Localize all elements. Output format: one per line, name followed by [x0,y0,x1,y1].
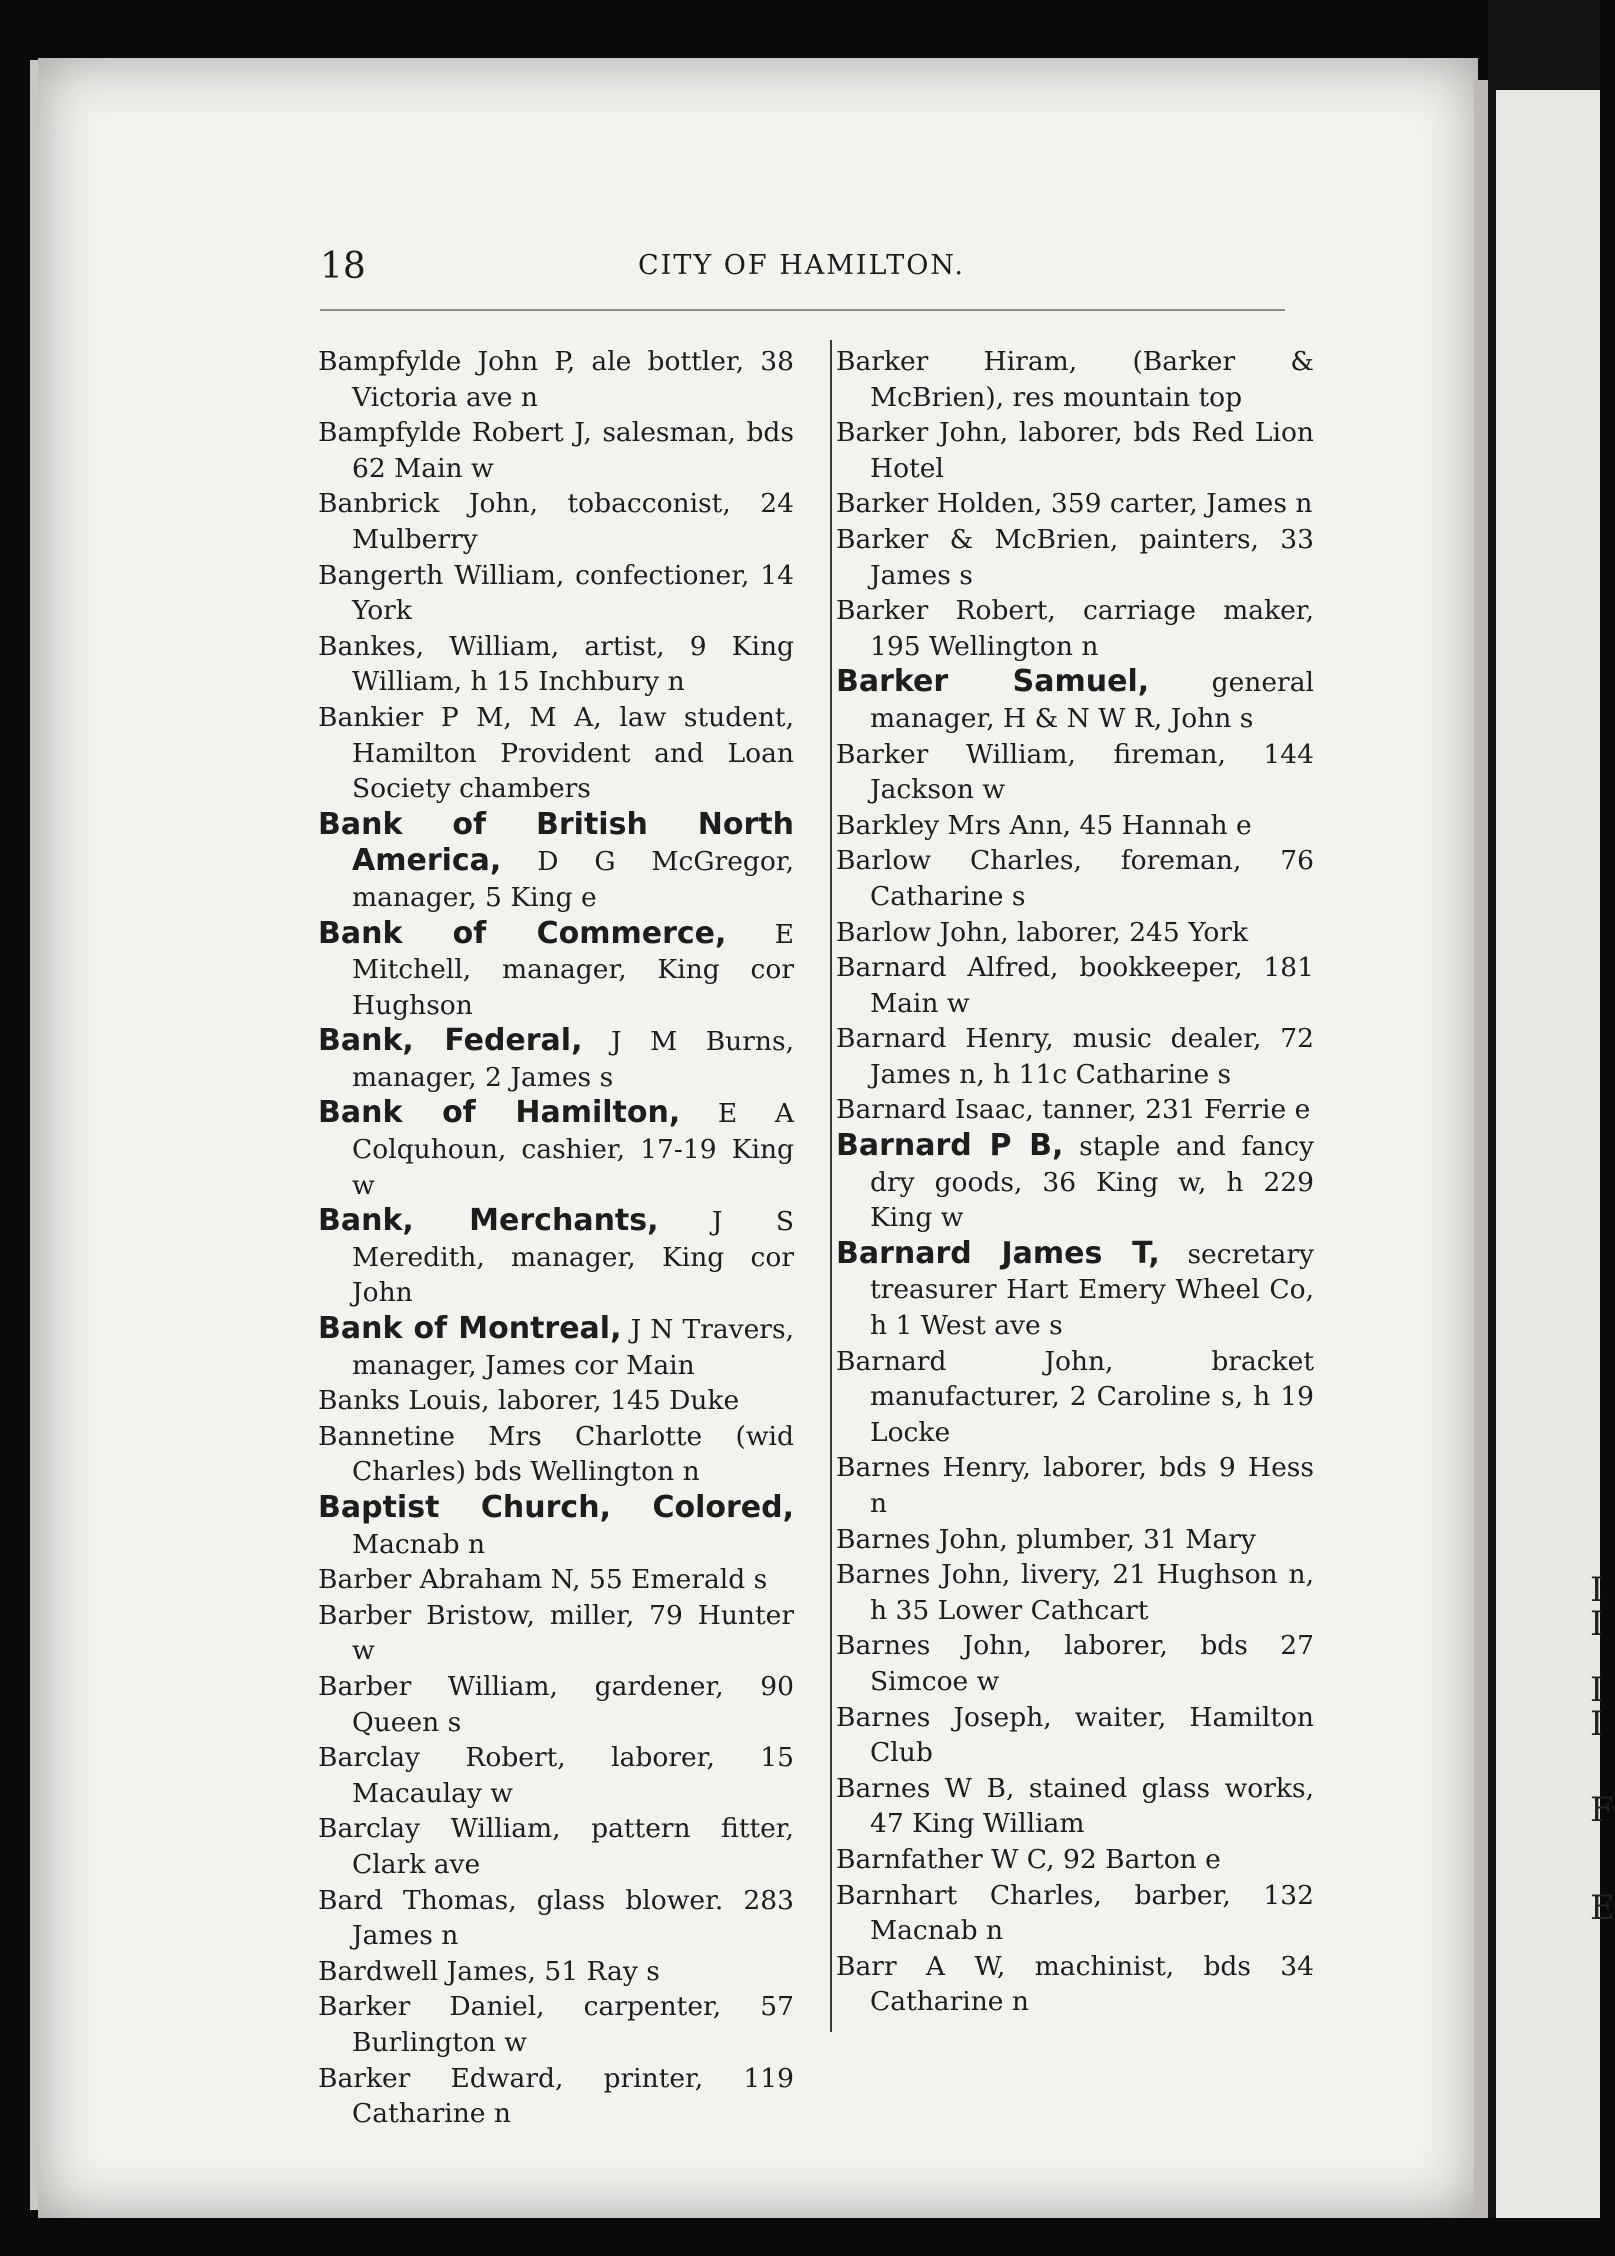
page-number: 18 [320,246,366,287]
entry-details: laborer, 245 York [1008,916,1249,948]
entry-name: Barnard Henry, [836,1023,1054,1055]
entry-name: Baptist Church, Colored, [318,1490,794,1525]
entry-details: pattern fitter, Clark ave [352,1813,794,1880]
entry-name: Barber Bristow, [318,1599,535,1631]
directory-entry [318,629,794,700]
column-divider [830,340,832,2032]
entry-name: Bank of Hamilton, [318,1095,681,1131]
entry-details: 359 carter, James n [1042,488,1313,520]
entry-details: (Barker & McBrien), res mountain top [870,346,1314,413]
facing-page-letter: I [1590,1670,1604,1710]
facing-page-letter: I [1590,1704,1604,1744]
entry-name: Bank of British North America, [318,806,794,879]
entry-name: Barr A W, [836,1950,1006,1982]
entry-name: Barker William, [836,738,1076,770]
directory-entry [836,1344,1314,1451]
entry-details: (wid Charles) bds Wellington n [352,1420,794,1488]
directory-entry [318,1669,794,1740]
directory-entry [318,1419,794,1490]
entry-name: Barnes John, [836,1559,1011,1591]
entry-name: Bankier P M, M A, [318,701,602,733]
directory-entry [836,843,1314,914]
entry-details: laborer, bds Red Lion Hotel [870,417,1314,484]
right-column [836,344,1314,2020]
entry-details: secretary treasurer Hart Emery Wheel Co, h 1 West ave s [870,1238,1314,1342]
entry-name: Barnard John, [836,1345,1114,1377]
entry-details: 51 Ray s [535,1955,660,1987]
directory-entry [318,1383,794,1419]
entry-name: Barnard P B, [836,1128,1064,1164]
entry-details: staple and fancy dry goods, 36 King w, h 229 King w [870,1131,1314,1234]
entry-details: J M Burns, manager, 2 James s [352,1026,794,1093]
entry-details: livery, 21 Hughson n, h 35 Lower Cathcart [870,1559,1314,1626]
entry-details: E A Colquhoun, cashier, 17-19 King w [352,1098,794,1201]
scan-top-border [0,0,1600,58]
directory-entry [318,1989,794,2060]
directory-entry [836,1771,1314,1842]
entry-name: Barnard James T, [836,1235,1160,1271]
entry-details: J N Travers, manager, James cor Main [352,1314,794,1381]
facing-page-letter: F [1590,1790,1614,1830]
entry-name: Barker Daniel, [318,1991,545,2023]
directory-entry [318,486,794,557]
entry-name: Barnes Henry, [836,1452,1031,1484]
directory-entry [318,1490,794,1562]
entry-details: foreman, 76 Catharine s [870,845,1314,912]
entry-details: salesman, bds 62 Main w [352,417,794,484]
entry-name: Bardwell James, [318,1955,536,1987]
entry-name: Barnard Alfred, [836,952,1059,984]
entry-details: ale bottler, 38 Victoria ave n [352,346,794,413]
directory-entry [836,808,1314,844]
entry-details: Macnab n [352,1528,486,1560]
entry-name: Bampfylde John P, [318,346,576,377]
entry-details: printer, 119 Catharine n [352,2062,794,2130]
directory-entry [318,1811,794,1882]
entry-name: Barnes John, [836,1630,1032,1662]
facing-page-strip [1496,90,1600,2220]
directory-entry [318,344,794,415]
directory-entry [836,1021,1314,1092]
entry-details: carriage maker, 195 Wellington n [870,595,1314,662]
entry-name: Bankes, William, [318,630,560,662]
directory-entry [836,664,1314,736]
entry-details: laborer, bds 27 Simcoe w [870,1630,1314,1697]
entry-details: carpenter, 57 Burlington w [352,1991,794,2058]
entry-details: bracket manufacturer, 2 Caroline s, h 19 Locke [870,1345,1314,1448]
entry-name: Barnes John, [836,1523,1008,1555]
facing-page-letter: I [1590,1604,1604,1644]
directory-entry [836,1842,1314,1878]
entry-details: miller, 79 Hunter w [352,1599,794,1667]
entry-details: 45 Hannah e [1071,809,1252,841]
entry-name: Bank of Commerce, [318,915,727,951]
directory-entry [836,1628,1314,1699]
entry-name: Banks Louis, [318,1385,490,1417]
entry-name: Barker Hiram, [836,346,1078,377]
entry-details: artist, 9 King William, h 15 Inchbury n [352,630,794,698]
entry-details: general manager, H & N W R, John s [870,667,1314,734]
page-header [320,246,1310,296]
entry-name: Barlow Charles, [836,845,1082,877]
entry-details: tobacconist, 24 Mulberry [352,488,794,555]
entry-name: Bard Thomas, [318,1884,517,1916]
entry-details: laborer, bds 9 Hess n [870,1452,1314,1519]
entry-name: Bank of Montreal, [318,1311,622,1347]
directory-entry [836,344,1314,415]
header-rule [320,309,1285,311]
entry-details: laborer, 145 Duke [489,1385,740,1417]
directory-entry [836,1522,1314,1558]
entry-details: D G McGregor, manager, 5 King e [352,846,794,913]
entry-details: tanner, 231 Ferrie e [1033,1094,1311,1126]
entry-name: Barlow John, [836,916,1009,948]
entry-name: Barker & McBrien, [836,523,1119,555]
scan-bottom-border [0,2218,1600,2256]
directory-entry [318,558,794,629]
entry-name: Barker Samuel, [836,664,1150,700]
directory-entry [836,1128,1314,1236]
entry-name: Barkley Mrs Ann, [836,809,1072,841]
entry-name: Bank, Federal, [318,1023,583,1059]
entry-details: J S Meredith, manager, King cor John [352,1206,795,1309]
entry-details: waiter, Hamilton Club [870,1701,1315,1769]
directory-entry [836,593,1314,664]
entry-name: Bangerth William, [318,559,565,591]
directory-entry [836,1236,1314,1344]
entry-details: 55 Emerald s [580,1564,768,1596]
directory-entry [836,915,1314,951]
entry-name: Barker Edward, [318,2062,564,2094]
entry-details: fireman, 144 Jackson w [870,738,1314,806]
entry-name: Barnfather W C, [836,1843,1055,1875]
entry-name: Barnhart Charles, [836,1879,1102,1911]
directory-entry [836,486,1314,522]
directory-entry [836,1450,1314,1521]
entry-details: painters, 33 James s [870,523,1314,591]
entry-name: Barker John, [836,417,1009,449]
entry-name: Barnes W B, [836,1772,1015,1804]
facing-page-letter: I [1590,1570,1604,1610]
directory-entry [318,1883,794,1954]
entry-name: Barnard Isaac, [836,1094,1034,1126]
entry-details: confectioner, 14 York [352,559,794,627]
directory-entry [318,700,794,807]
entry-details: machinist, bds 34 Catharine n [870,1950,1314,2018]
entry-details: barber, 132 Macnab n [870,1879,1314,1947]
entry-details: E Mitchell, manager, King cor Hughson [352,918,794,1021]
entry-name: Barber Abraham N, [318,1564,581,1596]
entry-details: bookkeeper, 181 Main w [870,952,1314,1019]
entry-details: laborer, 15 Macaulay w [352,1742,794,1809]
entry-name: Bank, Merchants, [318,1203,659,1239]
entry-name: Barber William, [318,1670,558,1702]
entry-name: Barclay William, [318,1813,561,1845]
page-edge-right [1474,80,1488,2220]
directory-entry [318,415,794,486]
directory-entry [318,2061,794,2132]
directory-entry [836,1700,1314,1771]
directory-entry [836,1092,1314,1128]
entry-name: Barnes Joseph, [836,1701,1052,1733]
entry-name: Banbrick John, [318,488,539,520]
directory-entry [836,1949,1314,2020]
left-column [318,344,794,2132]
directory-entry [318,1023,794,1095]
directory-entry [318,1562,794,1598]
directory-entry [318,1954,794,1990]
directory-entry [836,415,1314,486]
directory-entry [318,1203,794,1311]
entry-name: Barker Holden, [836,488,1043,520]
directory-entry [318,1598,794,1669]
entry-details: law student, Hamilton Provident and Loan Society chambers [352,701,794,805]
facing-page-letter: E [1590,1888,1615,1928]
directory-entry [318,1311,794,1383]
entry-details: gardener, 90 Queen s [352,1670,795,1738]
entry-details: plumber, 31 Mary [1007,1523,1256,1555]
entry-details: stained glass works, 47 King William [870,1772,1314,1840]
directory-entry [318,1095,794,1203]
entry-details: 92 Barton e [1054,1843,1221,1875]
entry-details: music dealer, 72 James n, h 11c Catharine s [870,1023,1315,1090]
directory-entry [836,1878,1314,1949]
directory-entry [836,522,1314,593]
directory-entry [318,1740,794,1811]
entry-name: Barclay Robert, [318,1742,566,1774]
entry-details: glass blower. 283 James n [352,1884,794,1952]
directory-entry [836,950,1314,1021]
directory-entry [318,807,794,916]
directory-entry [318,916,794,1024]
directory-entry [836,1557,1314,1628]
entry-name: Bampfylde Robert J, [318,417,592,449]
directory-entry [836,737,1314,808]
running-title: CITY OF HAMILTON. [638,250,965,281]
entry-name: Bannetine Mrs Charlotte [318,1420,703,1452]
entry-name: Barker Robert, [836,595,1056,627]
